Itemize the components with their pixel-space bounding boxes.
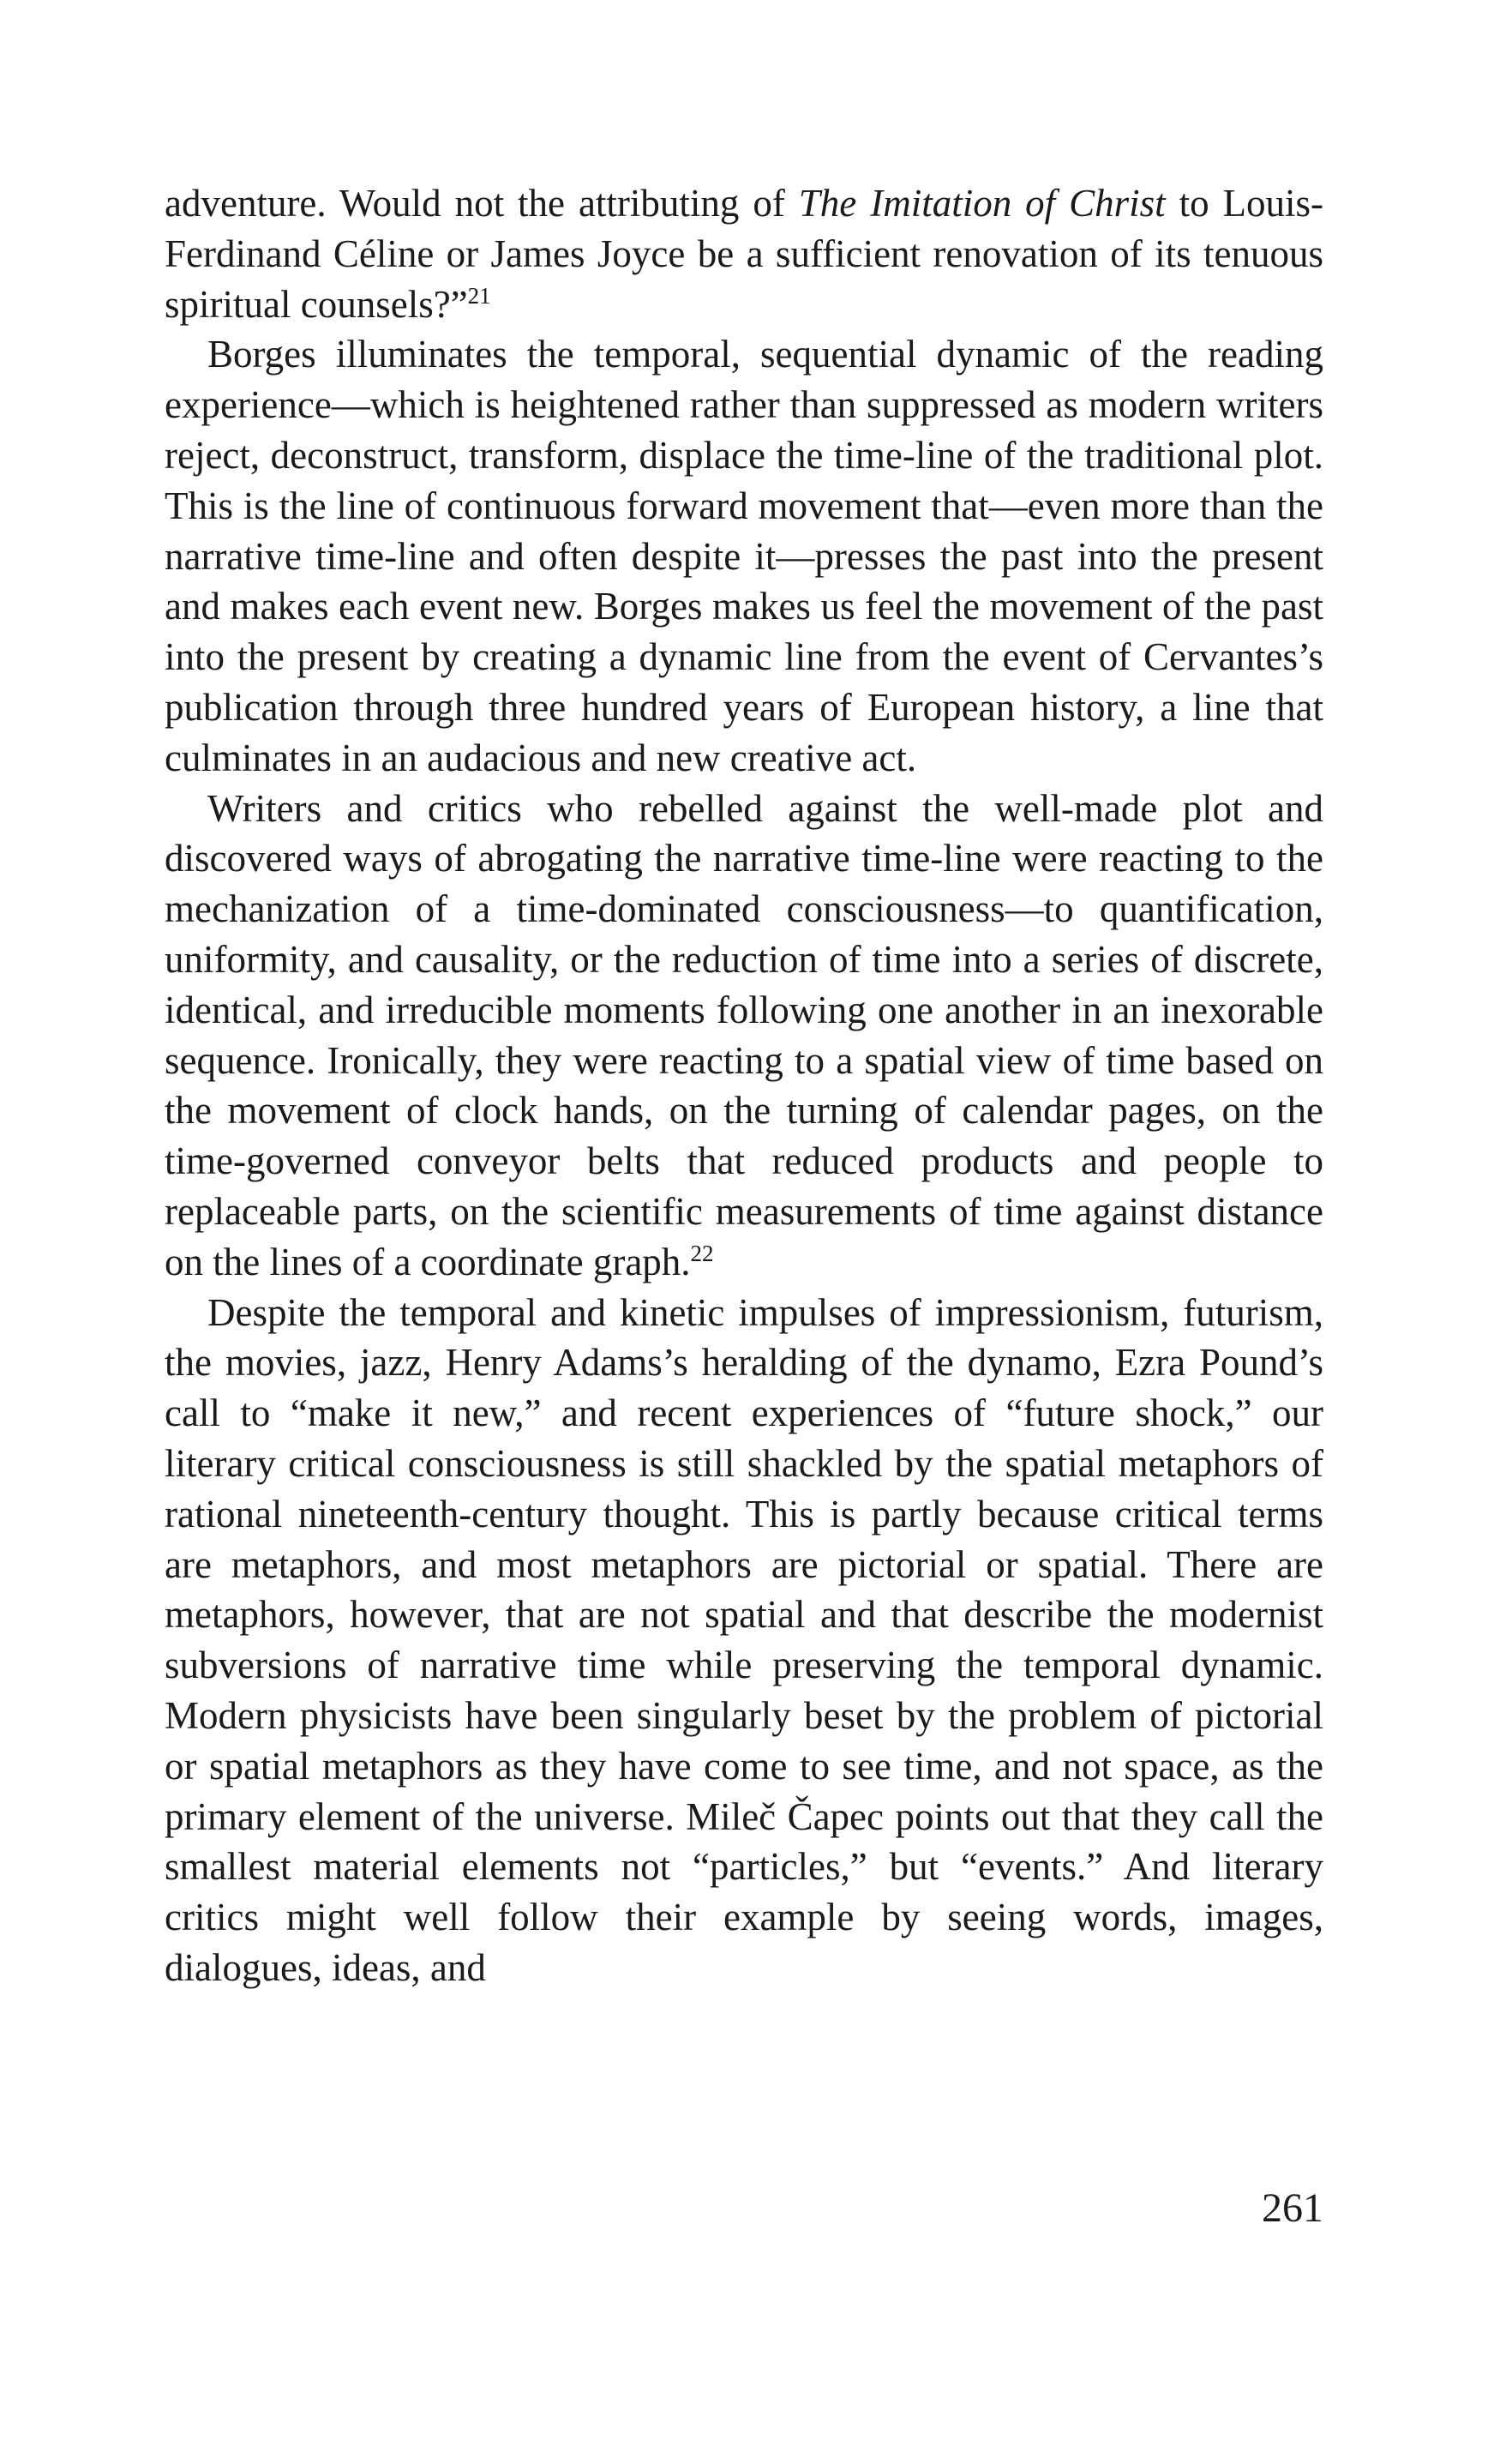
p4-text: Despite the temporal and kinetic impulses of impressionism, futurism, the movies, jazz, Henry Adams’s heralding of the dynamo, Ezra Pound’s call to “make it new,” and recent experiences of “future shock,” our literary critical consciousness is still shackled by the spatial metaphors of rational nineteenth-century thought. This is partly because critical terms are metaphors, and most metaphors are pictorial or spatial. There are metaphors, however, that are not spatial and that describe the modernist subversions of narrative time while preserving the temporal dynamic. Modern physicists have been singularly beset by the problem of pictorial or spatial metaphors as they have come to see time, and not space, as the primary element of the universe. Mileč Čapec points out that they call the smallest material elements not “particles,” but “events.” And literary critics might well follow their example by seeing words, images, dialogues, ideas, and	[165, 1290, 1323, 1989]
paragraph-1	[165, 178, 1323, 329]
paragraph-4	[165, 1288, 1323, 1993]
paragraph-2	[165, 329, 1323, 783]
p2-text: Borges illuminates the temporal, sequential dynamic of the reading experience—which is heightened rather than suppressed as modern writers reject, deconstruct, transform, displace the time-line of the traditional plot. This is the line of continuous forward movement that—even more than the narrative time-line and often despite it—presses the past into the present and makes each event new. Borges makes us feel the movement of the past into the present by creating a dynamic line from the event of Cervantes’s publication through three hundred years of European history, a line that culminates in an audacious and new creative act.	[165, 333, 1323, 779]
footnote-ref-21: 21	[467, 282, 491, 309]
p3-text: Writers and critics who rebelled against the well-made plot and discovered ways of abrogating the narrative time-line were reacting to the mechanization of a time-dominated consciousness—to quantification, uniformity, and causality, or the reduction of time into a series of discrete, identical, and irreducible moments following one another in an inexorable sequence. Ironically, they were reacting to a spatial view of time based on the movement of clock hands, on the turning of calendar pages, on the time-governed conveyor belts that reduced products and people to replaceable parts, on the scientific measurements of time against distance on the lines of a coordinate graph.	[165, 786, 1323, 1283]
page-body	[165, 178, 1323, 1993]
p1-text-a: adventure. Would not the attributing of	[165, 182, 799, 225]
footnote-ref-22: 22	[690, 1240, 714, 1266]
paragraph-3	[165, 784, 1323, 1288]
book-title-imitation-of-christ: The Imitation of Christ	[798, 182, 1166, 225]
p1-text-b: to Louis-Ferdinand Céline or James Joyce be a sufficient renovation of its tenuous spiritual counsels?”	[165, 182, 1324, 326]
page-number: 261	[1262, 2185, 1323, 2231]
